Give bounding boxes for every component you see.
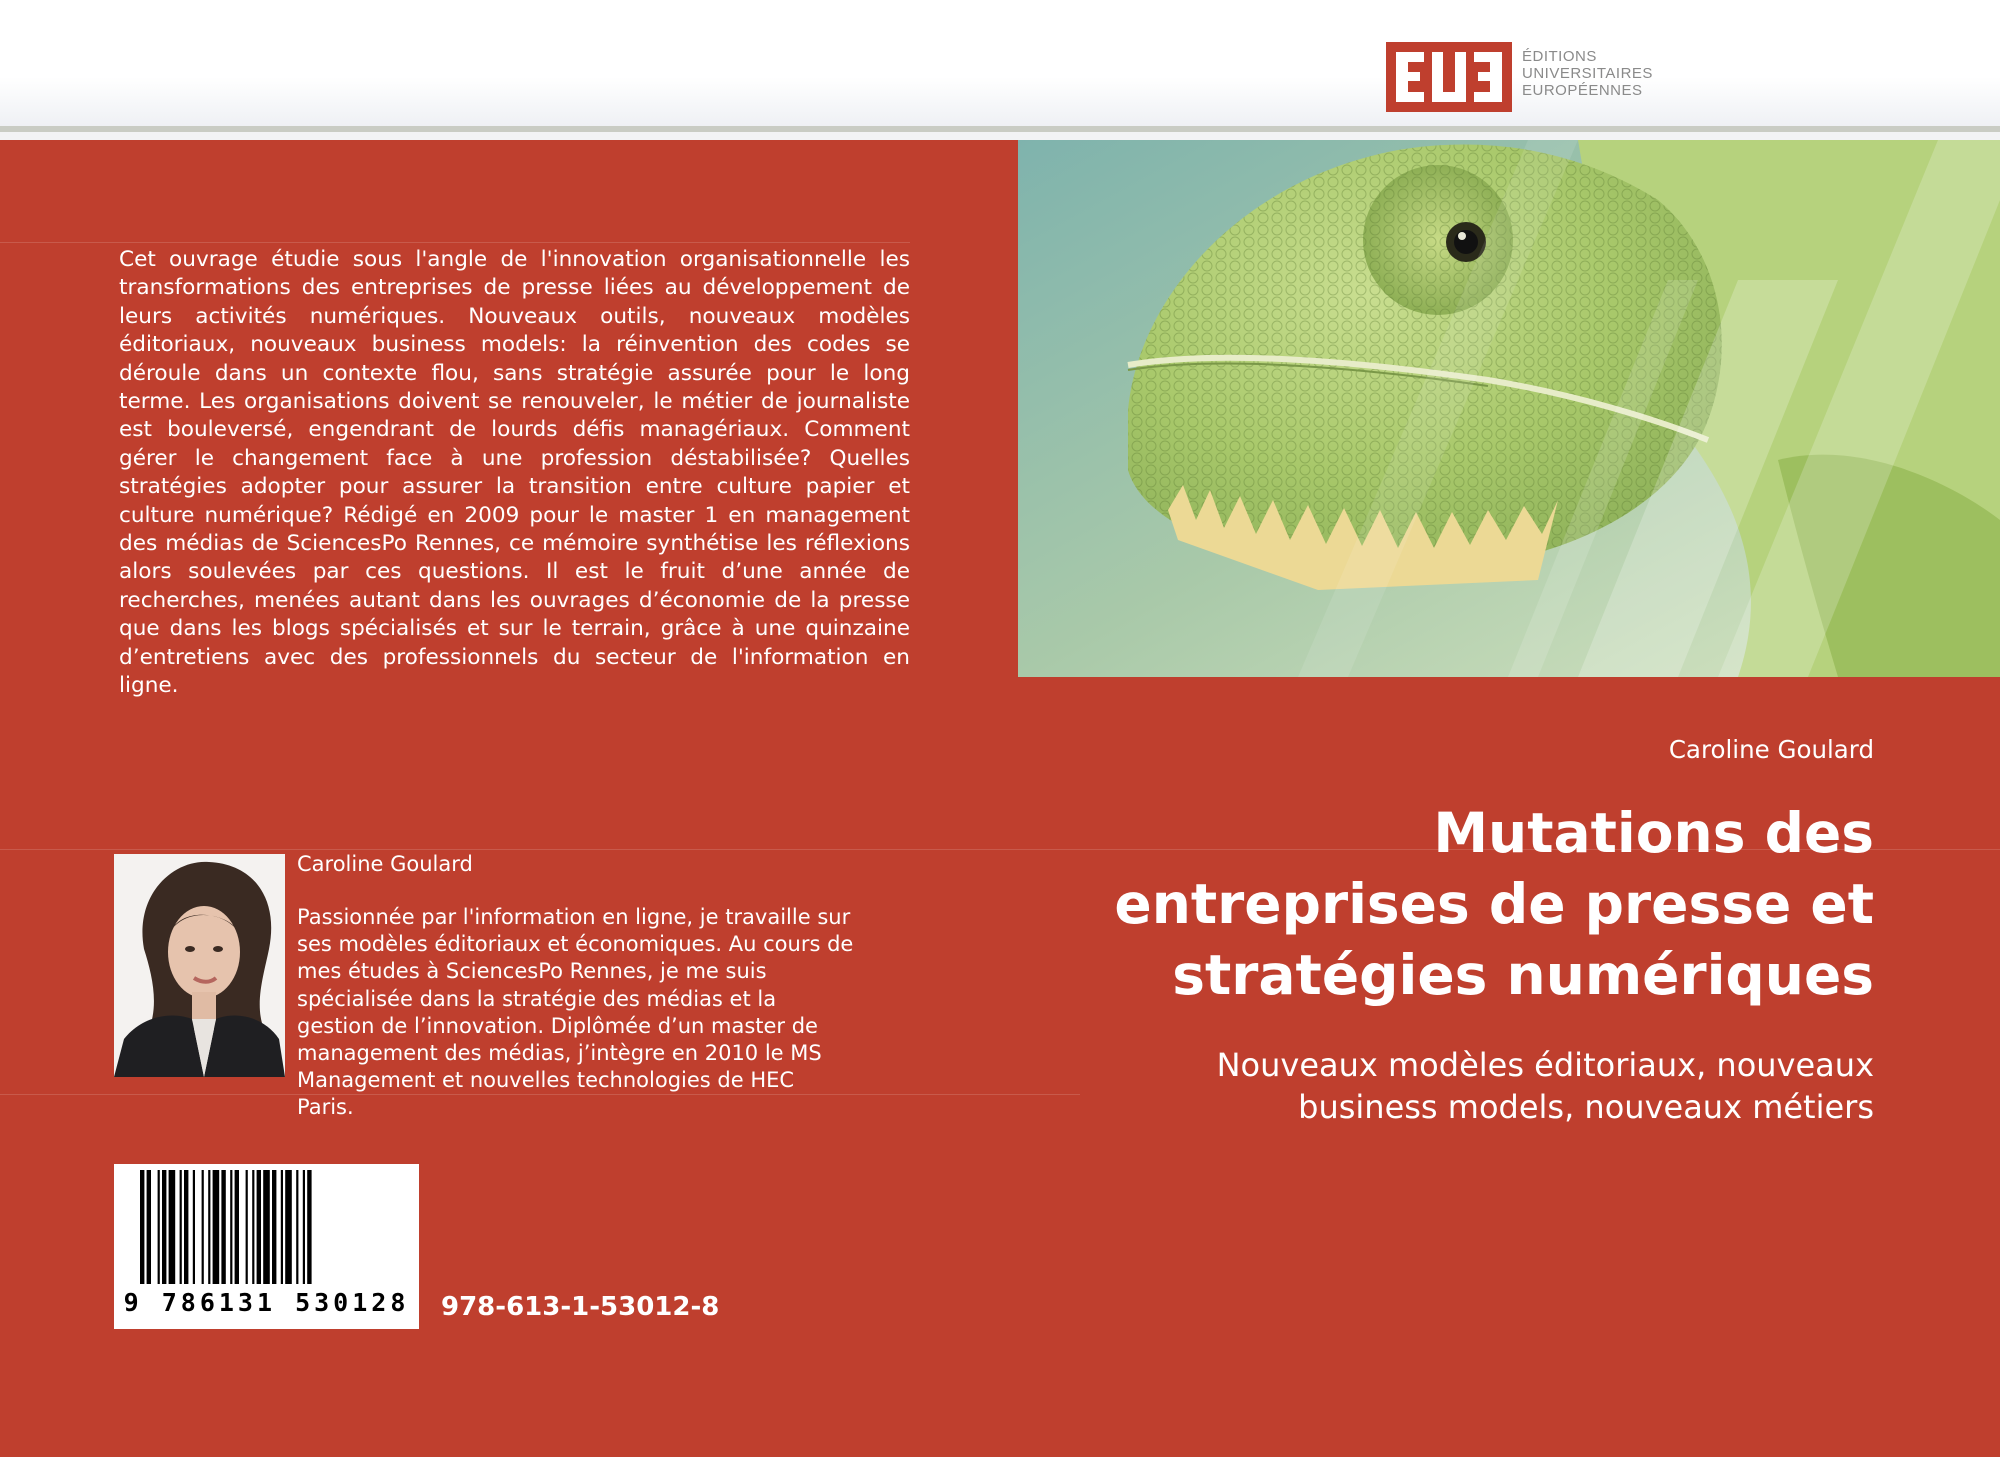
bio-author-name: Caroline Goulard: [297, 852, 473, 876]
barcode-bar: [285, 1170, 292, 1284]
barcode-bar: [158, 1170, 160, 1284]
publisher-name: [1522, 48, 1653, 99]
barcode-bar: [213, 1170, 220, 1284]
barcode-bar: [193, 1170, 195, 1284]
barcode-bar: [184, 1170, 188, 1284]
header-divider-light: [0, 132, 2000, 140]
bio-text: Passionnée par l'information en ligne, je travaille sur ses modèles éditoriaux et économiques. Au cours de mes études à SciencesPo Rennes, je me suis spécialisée dans la stratégie des médias et la gestion de l’innovation. Diplômée d’un master de management des médias, j’intègre en 2010 le MS Management et nouvelles technologies de HEC Paris.: [297, 905, 854, 1120]
publisher-logo: [1386, 42, 1653, 112]
header-band: [0, 0, 2000, 128]
barcode-bars: [114, 1164, 419, 1289]
barcode-bar: [180, 1170, 182, 1284]
eue-logo-mark: [1386, 42, 1512, 112]
back-cover-summary: Cet ouvrage étudie sous l'angle de l'innovation organisationnelle les transformations des entreprises de presse liées au développement de leurs activités numériques. Nouveaux outils, nouveaux modèles éditoriaux, nouveaux business models: la réinvention des codes se déroule dans un contexte flou, sans stratégie assurée pour le long terme. Les organisations doivent se renouveler, le métier de journaliste est bouleversé, engendrant de lourds défis managériaux. Comment gérer le changement face à une profession déstabilisée? Quelles stratégies adopter pour assurer la transition entre culture papier et culture numérique? Rédigé en 2009 pour le master 1 en management des médias de SciencesPo Rennes, ce mémoire synthétise les réflexions alors soulevées par ces questions. Il est le fruit d’une année de recherches, menées autant dans les ouvrages d’économie de la presse que dans les blogs spécialisés et sur le terrain, grâce à une quinzaine d’entretiens avec des professionnels du secteur de l'information en ligne.: [119, 247, 910, 699]
barcode-bar: [208, 1170, 210, 1284]
barcode-bar: [296, 1170, 298, 1284]
book-title: Mutations des entreprises de presse et stratégies numériques: [1114, 801, 1874, 1007]
publisher-name-line-1: ÉDITIONS: [1522, 48, 1597, 65]
guide-line: [0, 242, 910, 243]
barcode-bar: [281, 1170, 283, 1284]
barcode-bar: [140, 1170, 144, 1284]
book-subtitle: Nouveaux modèles éditoriaux, nouveaux business models, nouveaux métiers: [1216, 1046, 1874, 1126]
barcode-bar: [162, 1170, 166, 1284]
publisher-name-line-2: UNIVERSITAIRES: [1522, 65, 1653, 82]
barcode-bar: [221, 1170, 225, 1284]
cover-photo-chameleon: [1018, 140, 2000, 677]
barcode-bar: [257, 1170, 261, 1284]
barcode: [114, 1164, 419, 1329]
barcode-bar: [230, 1170, 232, 1284]
barcode-bar: [272, 1170, 276, 1284]
barcode-bar: [202, 1170, 204, 1284]
barcode-bar: [303, 1170, 305, 1284]
barcode-bar: [147, 1170, 151, 1284]
barcode-bar: [252, 1170, 254, 1284]
barcode-bar: [246, 1170, 248, 1284]
barcode-bar: [235, 1170, 239, 1284]
barcode-bar: [263, 1170, 270, 1284]
barcode-bar: [307, 1170, 311, 1284]
publisher-name-line-3: EUROPÉENNES: [1522, 82, 1643, 99]
author-photo: [114, 854, 285, 1077]
barcode-digits: 9 786131 530128: [123, 1288, 410, 1317]
isbn: 978-613-1-53012-8: [441, 1292, 720, 1322]
barcode-bar: [169, 1170, 176, 1284]
front-author-name: Caroline Goulard: [1668, 735, 1874, 764]
